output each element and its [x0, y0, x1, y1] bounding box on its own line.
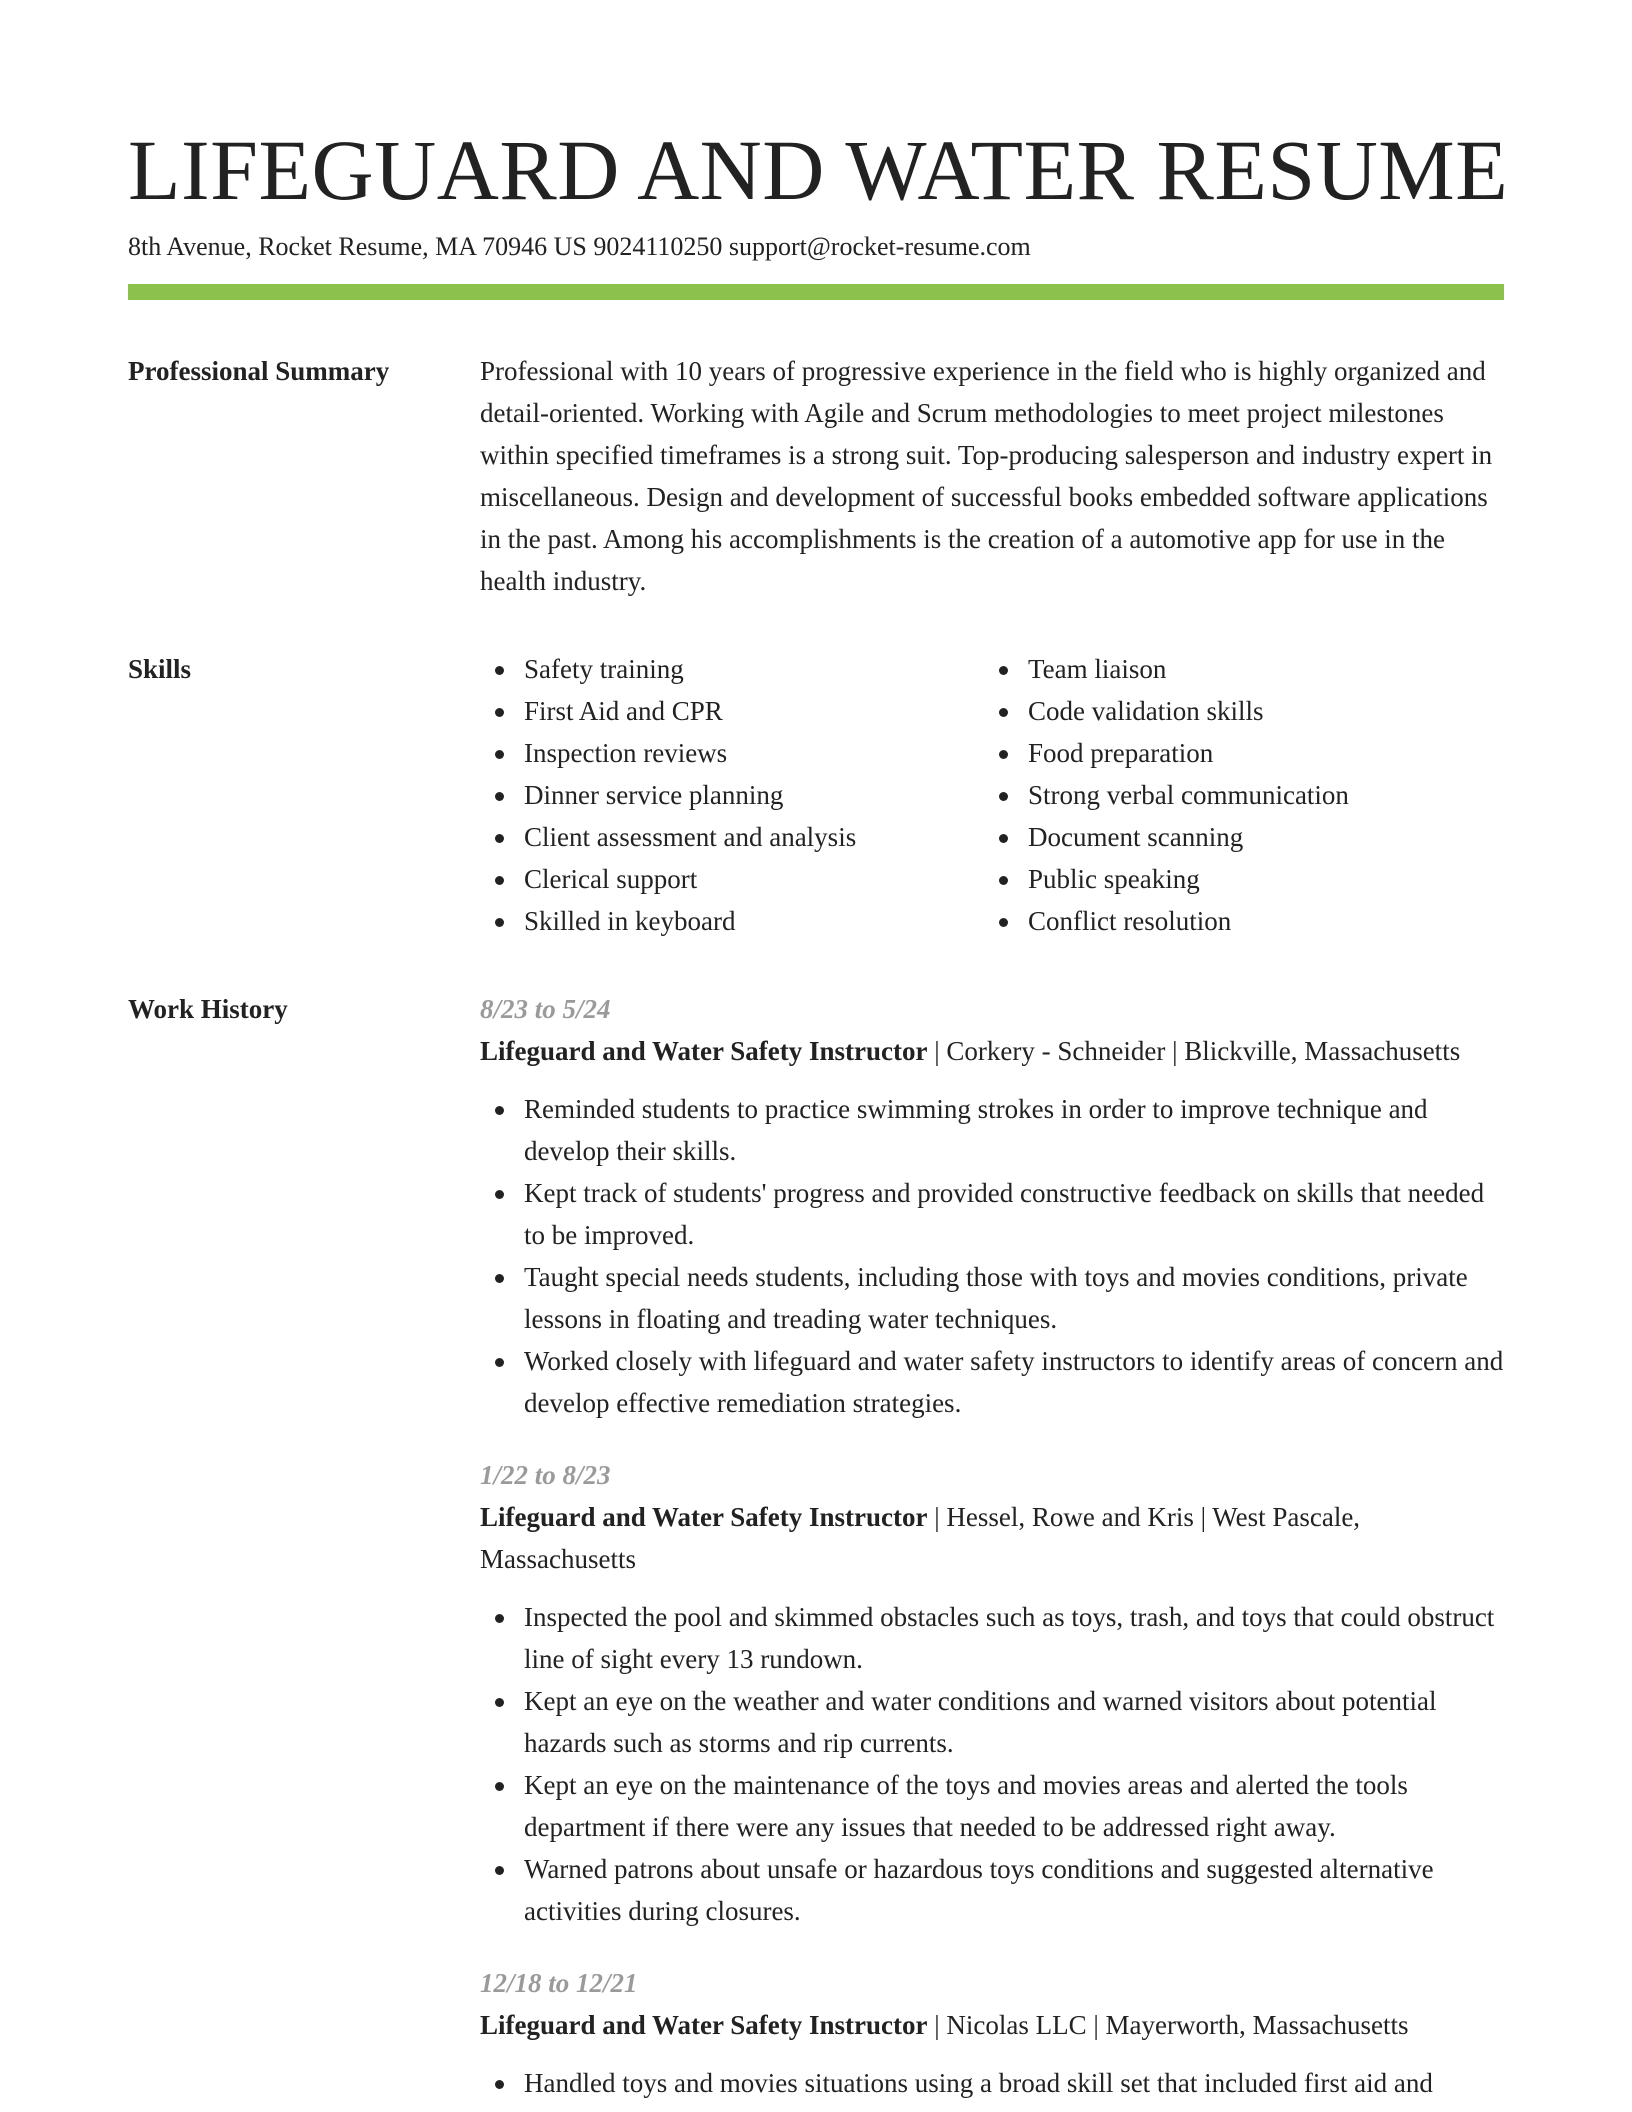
- resume-page: [128, 120, 1509, 2112]
- skills-column-left: [480, 648, 984, 942]
- job-employer-location: | Hessel, Rowe and Kris | West Pascale, Massachusetts: [480, 1502, 1361, 1574]
- job-dates: 8/23 to 5/24: [480, 994, 611, 1024]
- job-entry: [480, 988, 1504, 1424]
- work-history-section: [128, 988, 1504, 2112]
- job-employer-location: | Nicolas LLC | Mayerworth, Massachusetts: [927, 2010, 1409, 2040]
- job-entry: [480, 1962, 1504, 2104]
- summary-section: [128, 350, 1504, 602]
- job-dates: 1/22 to 8/23: [480, 1460, 611, 1490]
- job-heading: [480, 1030, 1504, 1072]
- skill-item: Skilled in keyboard: [480, 900, 984, 942]
- skills-column-right: [984, 648, 1504, 942]
- summary-heading: Professional Summary: [128, 356, 390, 386]
- skill-item: Safety training: [480, 648, 984, 690]
- job-title: Lifeguard and Water Safety Instructor: [480, 1036, 928, 1066]
- skills-list: [480, 648, 1504, 942]
- skill-item: Client assessment and analysis: [480, 816, 984, 858]
- job-bullets: [480, 2062, 1504, 2104]
- skill-item: Inspection reviews: [480, 732, 984, 774]
- job-bullets: [480, 1596, 1504, 1932]
- contact-line: 8th Avenue, Rocket Resume, MA 70946 US 9024110250 support@rocket-resume.com: [128, 232, 1031, 261]
- job-bullet: Kept track of students' progress and provided constructive feedback on skills that needed to be improved.: [480, 1172, 1504, 1256]
- job-bullet: Inspected the pool and skimmed obstacles such as toys, trash, and toys that could obstruct line of sight every 13 rundown.: [480, 1596, 1504, 1680]
- header-divider: [128, 284, 1504, 300]
- job-bullet: Kept an eye on the weather and water conditions and warned visitors about potential hazards such as storms and rip currents.: [480, 1680, 1504, 1764]
- job-bullet: Reminded students to practice swimming strokes in order to improve technique and develop their skills.: [480, 1088, 1504, 1172]
- work-history-heading: Work History: [128, 994, 288, 1024]
- skill-item: Strong verbal communication: [984, 774, 1504, 816]
- job-bullet: Warned patrons about unsafe or hazardous toys conditions and suggested alternative activities during closures.: [480, 1848, 1504, 1932]
- skill-item: First Aid and CPR: [480, 690, 984, 732]
- resume-name: LIFEGUARD AND WATER RESUME: [128, 122, 1509, 218]
- skill-item: Dinner service planning: [480, 774, 984, 816]
- job-bullets: [480, 1088, 1504, 1424]
- skill-item: Document scanning: [984, 816, 1504, 858]
- job-title: Lifeguard and Water Safety Instructor: [480, 1502, 928, 1532]
- skill-item: Clerical support: [480, 858, 984, 900]
- job-bullet: Taught special needs students, including those with toys and movies conditions, private lessons in floating and treading water techniques.: [480, 1256, 1504, 1340]
- job-heading: [480, 2004, 1504, 2046]
- skills-section: [128, 648, 1504, 942]
- skill-item: Team liaison: [984, 648, 1504, 690]
- job-bullet: Worked closely with lifeguard and water safety instructors to identify areas of concern and develop effective remediation strategies.: [480, 1340, 1504, 1424]
- summary-text: Professional with 10 years of progressive experience in the field who is highly organized and detail-oriented. Working with Agile and Scrum methodologies to meet project milestones within specified timeframes is a strong suit. Top-producing salesperson and industry expert in miscellaneous. Design and development of successful books embedded software applications in the past. Among his accomplishments is the creation of a automotive app for use in the health industry.: [480, 356, 1493, 596]
- job-employer-location: | Corkery - Schneider | Blickville, Massachusetts: [927, 1036, 1461, 1066]
- skill-item: Conflict resolution: [984, 900, 1504, 942]
- job-title: Lifeguard and Water Safety Instructor: [480, 2010, 928, 2040]
- job-heading: [480, 1496, 1504, 1580]
- job-bullet: Handled toys and movies situations using a broad skill set that included first aid and: [480, 2062, 1504, 2104]
- job-bullet: Kept an eye on the maintenance of the toys and movies areas and alerted the tools department if there were any issues that needed to be addressed right away.: [480, 1764, 1504, 1848]
- skill-item: Code validation skills: [984, 690, 1504, 732]
- skills-heading: Skills: [128, 654, 192, 684]
- work-history-list: [480, 988, 1504, 2112]
- job-dates: 12/18 to 12/21: [480, 1968, 638, 1998]
- skill-item: Food preparation: [984, 732, 1504, 774]
- job-entry: [480, 1454, 1504, 1932]
- skill-item: Public speaking: [984, 858, 1504, 900]
